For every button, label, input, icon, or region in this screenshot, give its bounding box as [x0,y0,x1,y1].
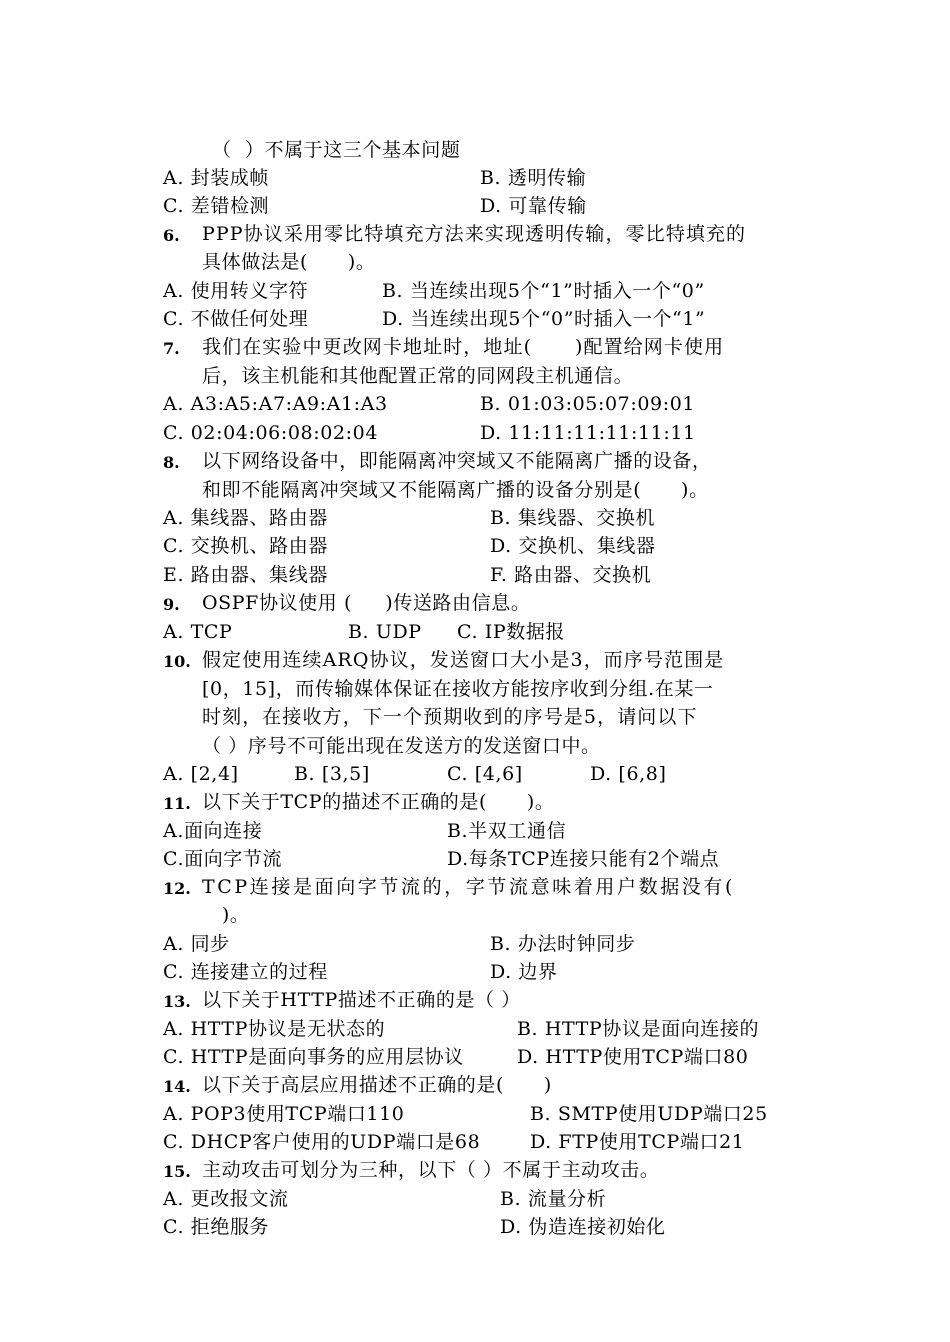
option-7b: B. 01:03:05:07:09:01 [480,393,696,415]
option-12c: C. 连接建立的过程 [163,961,328,983]
option-12d: D. 边界 [490,961,558,983]
question-8-number: 8. [163,453,180,472]
question-6-text: PPP协议采用零比特填充方法来实现透明传输，零比特填充的 [202,223,747,245]
question-13-number: 13. [163,992,191,1011]
option-8e: E. 路由器、集线器 [163,564,328,586]
option-14c: C. DHCP客户使用的UDP端口是68 [163,1131,481,1153]
option-15c: C. 拒绝服务 [163,1216,270,1238]
option-9a: A. TCP [163,621,233,643]
question-6-text-cont: 具体做法是( )。 [202,251,376,273]
question-12-number: 12. [163,879,191,898]
question-10-text-cont1: [0，15]，而传输媒体保证在接收方能按序收到分组.在某一 [202,678,714,700]
question-8-text-cont: 和即不能隔离冲突域又不能隔离广播的设备分别是( )。 [202,479,709,501]
option-13c: C. HTTP是面向事务的应用层协议 [163,1046,464,1068]
question-12-text-cont: )。 [202,904,250,926]
question-6-number: 6. [163,226,180,245]
question-14-text: 以下关于高层应用描述不正确的是( ) [202,1074,552,1096]
option-11b: B.半双工通信 [447,820,567,842]
option-9c: C. IP数据报 [457,621,566,643]
option-6a: A. 使用转义字符 [163,280,309,302]
option-15a: A. 更改报文流 [163,1188,289,1210]
question-11-number: 11. [163,794,191,813]
option-5a: A. 封装成帧 [163,167,270,189]
option-8b: B. 集线器、交换机 [490,507,656,529]
option-8d: D. 交换机、集线器 [490,535,656,557]
option-6b: B. 当连续出现5个“1”时插入一个“0” [382,280,705,302]
question-10-text-cont3: （ ）序号不可能出现在发送方的发送窗口中。 [202,735,601,757]
option-14a: A. POP3使用TCP端口110 [163,1103,405,1125]
option-15b: B. 流量分析 [500,1188,607,1210]
option-15d: D. 伪造连接初始化 [500,1216,666,1238]
question-9-text: OSPF协议使用 ( )传送路由信息。 [202,592,531,614]
question-7-text-cont: 后，该主机能和其他配置正常的同网段主机通信。 [202,365,634,387]
option-11c: C.面向字节流 [163,848,283,870]
option-6d: D. 当连续出现5个“0”时插入一个“1” [382,308,706,330]
option-13d: D. HTTP使用TCP端口80 [517,1046,749,1068]
option-10b: B. [3,5] [294,763,370,785]
question-10-text-cont2: 时刻，在接收方，下一个预期收到的序号是5，请问以下 [202,706,698,728]
question-8-text: 以下网络设备中，即能隔离冲突域又不能隔离广播的设备， [202,450,712,472]
option-7d: D. 11:11:11:11:11:11 [480,422,696,444]
option-5d: D. 可靠传输 [480,195,587,217]
question-5-tail: （ ）不属于这三个基本问题 [212,139,461,161]
option-5c: C. 差错检测 [163,195,270,217]
question-12-text: TCP连接是面向字节流的，字节流意味着用户数据没有( [202,876,736,898]
option-10d: D. [6,8] [590,763,667,785]
option-6c: C. 不做任何处理 [163,308,309,330]
option-12b: B. 办法时钟同步 [490,933,636,955]
option-9b: B. UDP [348,621,422,643]
question-14-number: 14. [163,1077,191,1096]
question-15-text: 主动攻击可划分为三种，以下（ ）不属于主动攻击。 [202,1159,660,1181]
question-10-text: 假定使用连续ARQ协议，发送窗口大小是3，而序号范围是 [202,649,725,671]
question-9-number: 9. [163,595,180,614]
option-13a: A. HTTP协议是无状态的 [163,1018,386,1040]
question-15-number: 15. [163,1162,191,1181]
option-14d: D. FTP使用TCP端口21 [530,1131,745,1153]
option-14b: B. SMTP使用UDP端口25 [530,1103,768,1125]
option-11a: A.面向连接 [163,820,263,842]
option-8c: C. 交换机、路由器 [163,535,328,557]
option-7c: C. 02:04:06:08:02:04 [163,422,379,444]
question-10-number: 10. [163,652,191,671]
option-12a: A. 同步 [163,933,230,955]
option-7a: A. A3:A5:A7:A9:A1:A3 [163,393,388,415]
option-5b: B. 透明传输 [480,167,587,189]
question-11-text: 以下关于TCP的描述不正确的是( )。 [202,791,555,813]
option-8a: A. 集线器、路由器 [163,507,328,529]
option-10a: A. [2,4] [163,763,239,785]
question-13-text: 以下关于HTTP描述不正确的是（ ） [202,989,521,1011]
option-10c: C. [4,6] [447,763,523,785]
question-7-number: 7. [163,339,180,358]
question-7-text: 我们在实验中更改网卡地址时，地址( )配置给网卡使用 [202,336,725,358]
option-13b: B. HTTP协议是面向连接的 [517,1018,760,1040]
option-11d: D.每条TCP连接只能有2个端点 [447,848,720,870]
option-8f: F. 路由器、交换机 [490,564,652,586]
